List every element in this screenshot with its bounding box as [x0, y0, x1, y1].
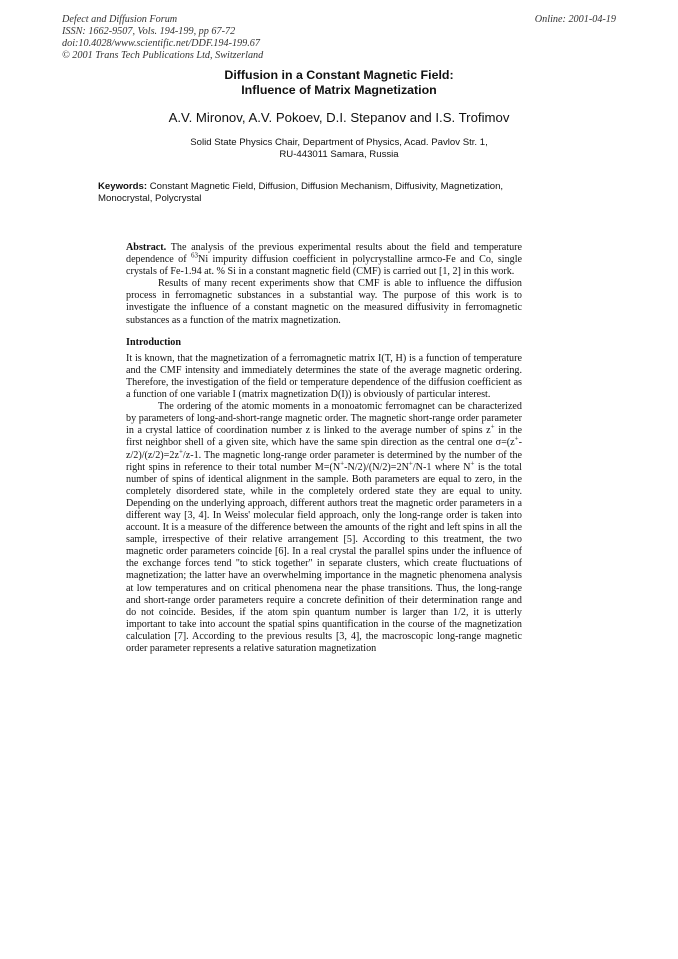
intro-paragraph-2 — [126, 401, 522, 655]
affiliation — [0, 137, 678, 161]
intro-text-g: is the total number of spins of identical alignment in the sample. Both parameters are equal to zero, in the completely disordered state, while in the completely ordered state they are equal to unity. Depending on the underlying approach, different authors treat the magnetic order parameters in a different way [3, 4]. In Weiss' molecular field approach, only the long-range order is taken into account. It is a measure of the difference between the amounts of the right and left spins in all the sample, irrespective of their relative arrangement [5]. According to this treatment, the two magnetic order parameters coincide [6]. In a real crystal the parallel spins under the influence of the exchange forces tend "to stick together" in separate clusters, which create fluctuations of magnetization; the latter have an overwhelming importance in the magnetic phenomena analysis at low temperatures and on critical phenomena near the phase transitions. Thus, the long-range and short-range order parameters require a concrete definition of their determination range and do not coincide. Besides, if the atom spin quantum number is larger than 1/2, it is utterly important to take into account the spatial spins quantification in the course of the magnetization calculation [7]. According to the previous results [3, 4], the macroscopic long-range magnetic order parameter represents a relative saturation magnetization — [126, 461, 522, 654]
intro-text-d: /z-1. The magnetic long-range order parameter is determined by the number of the right spins in reference to their total number M=(N — [126, 449, 522, 473]
title-line-2: Influence of Matrix Magnetization — [241, 83, 437, 97]
affiliation-line-1: Solid State Physics Chair, Department of Physics, Acad. Pavlov Str. 1, — [190, 137, 488, 148]
plus-superscript: + — [470, 459, 475, 468]
introduction-heading: Introduction — [126, 336, 181, 348]
abstract-paragraph — [126, 242, 522, 278]
intro-text-a: The ordering of the atomic moments in a monoatomic ferromagnet can be characterized by parameters of long-and-short-range magnetic order. The magnetic short-range order parameter in a crystal lattice of coordination number z is linked to the average number of spins z — [126, 401, 522, 437]
abstract-label: Abstract. — [126, 242, 167, 253]
issn-line: ISSN: 1662-9507, Vols. 194-199, pp 67-72 — [62, 26, 236, 37]
title-line-1: Diffusion in a Constant Magnetic Field: — [224, 68, 454, 82]
intro-text-c: -z/2)/(z/2)=2z — [126, 437, 522, 461]
doi-line: doi:10.4028/www.scientific.net/DDF.194-199.67 — [62, 38, 260, 49]
plus-superscript: + — [514, 435, 519, 444]
plus-superscript: + — [340, 459, 345, 468]
journal-header — [62, 14, 263, 62]
keywords-label: Keywords: — [98, 181, 148, 192]
intro-text-f: /N-1 where N — [412, 461, 471, 473]
isotope-superscript: 63 — [191, 251, 199, 260]
intro-paragraph-1: It is known, that the magnetization of a ferromagnetic matrix I(T, H) is a function of temperature and the CMF intensity and immediately determines the state of the average magnetic ordering. Therefore, the investigation of the field or temperature dependence of the diffusion coefficient as a function of one variable I (matrix magnetization D(I)) is obviously of particular interest. — [126, 352, 522, 401]
author-list: A.V. Mironov, A.V. Pokoev, D.I. Stepanov and I.S. Trofimov — [168, 110, 510, 125]
paper-body — [126, 242, 522, 655]
abstract-text-b: Ni impurity diffusion coefficient in polycrystalline armco-Fe and Co, single crystals of Fe-1.94 at. % Si in a constant magnetic field (CMF) is carried out [1, 2] in this work. — [126, 254, 523, 278]
keywords — [98, 181, 550, 205]
plus-superscript: + — [178, 447, 183, 456]
online-date: Online: 2001-04-19 — [534, 14, 616, 25]
keywords-text: Constant Magnetic Field, Diffusion, Diffusion Mechanism, Diffusivity, Magnetization, Monocrystal, Polycrystal — [98, 181, 504, 204]
plus-superscript: + — [408, 459, 413, 468]
affiliation-line-2: RU-443011 Samara, Russia — [279, 149, 399, 160]
intro-text-e: -N/2)/(N/2)=2N — [344, 461, 409, 473]
journal-name: Defect and Diffusion Forum — [62, 14, 178, 25]
abstract-paragraph-2: Results of many recent experiments show that CMF is able to influence the diffusion process in ferromagnetic substances in a substantial way. The purpose of this work is to investigate the influence of a constant magnetic on the measured diffusivity in ferromagnetic substances as a function of the matrix magnetization. — [126, 278, 522, 326]
intro-text-b: in the first neighbor shell of a given site, which have the same spin direction as the central one σ=(z — [126, 425, 523, 449]
paper-title — [0, 68, 678, 98]
copyright-line: © 2001 Trans Tech Publications Ltd, Switzerland — [62, 50, 264, 61]
abstract-text-a: The analysis of the previous experimental results about the field and temperature dependence of — [126, 242, 522, 266]
plus-superscript: + — [490, 422, 495, 431]
